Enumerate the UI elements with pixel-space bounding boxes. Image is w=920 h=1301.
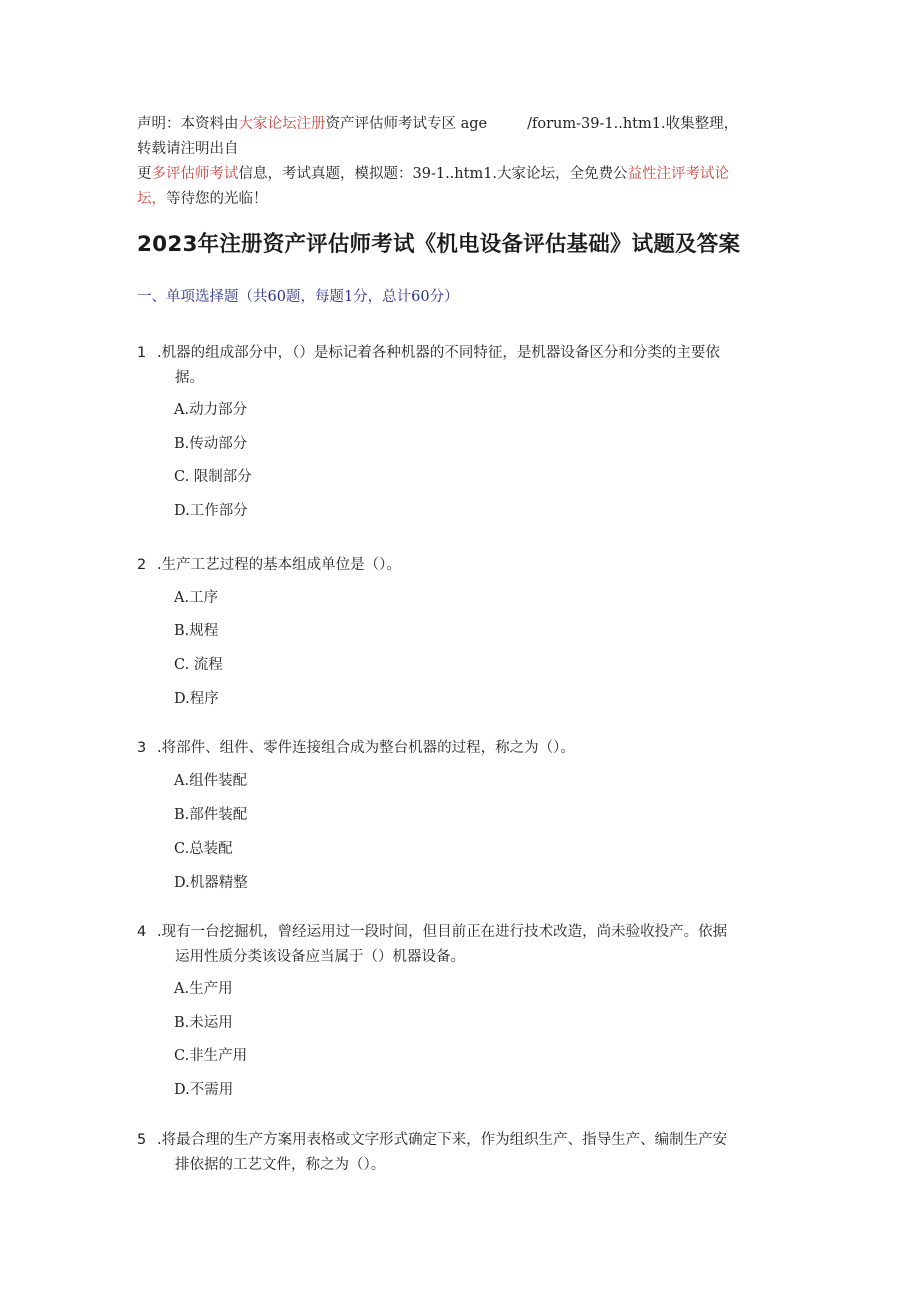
notice-text: 等待您的光临！ bbox=[166, 191, 268, 207]
question-stem bbox=[157, 553, 777, 578]
notice-text: 信息，考试真题，模拟题：39-1..htm1.大家论坛，全免费公 bbox=[238, 166, 628, 182]
question-stem-line: .将最合理的生产方案用表格或文字形式确定下来，作为组织生产、指导生产、编制生产安 bbox=[157, 1132, 728, 1148]
notice-line-4 bbox=[137, 187, 777, 212]
question-stem bbox=[157, 920, 777, 970]
option-3a[interactable]: A.组件装配 bbox=[174, 773, 248, 789]
notice-text: /forum-39-1..htm1.收集整理， bbox=[527, 116, 739, 132]
question-1 bbox=[137, 341, 777, 391]
option-3c[interactable]: C.总装配 bbox=[174, 841, 233, 857]
notice-text: 更 bbox=[137, 166, 152, 182]
question-stem-line: .将部件、组件、零件连接组合成为整台机器的过程，称之为（）。 bbox=[157, 740, 575, 756]
notice-link-forum-register[interactable]: 大家论坛注册 bbox=[238, 116, 326, 132]
source-notice bbox=[137, 112, 777, 212]
question-4 bbox=[137, 920, 777, 970]
notice-line-1 bbox=[137, 112, 777, 137]
option-3b[interactable]: B.部件装配 bbox=[174, 807, 248, 823]
notice-text: 声明：本资料由 bbox=[137, 116, 239, 132]
option-2b[interactable]: B.规程 bbox=[174, 623, 219, 639]
question-stem-line: 运用性质分类该设备应当属于（）机器设备。 bbox=[175, 949, 465, 965]
question-stem bbox=[157, 736, 777, 761]
question-number: 1 bbox=[137, 345, 147, 361]
question-number: 3 bbox=[137, 740, 147, 756]
question-stem-line: .现有一台挖掘机，曾经运用过一段时间，但目前正在进行技术改造，尚未验收投产。依据 bbox=[157, 924, 728, 940]
question-stem-line: .机器的组成部分中，（）是标记着各种机器的不同特征，是机器设备区分和分类的主要依 bbox=[157, 345, 720, 361]
section-heading: 一、单项选择题（共60题，每题1分，总计60分） bbox=[137, 289, 459, 305]
option-1d[interactable]: D.工作部分 bbox=[174, 503, 248, 519]
option-3d[interactable]: D.机器精整 bbox=[174, 875, 248, 891]
option-4a[interactable]: A.生产用 bbox=[174, 981, 233, 997]
option-4b[interactable]: B.未运用 bbox=[174, 1015, 233, 1031]
question-2 bbox=[137, 553, 777, 578]
option-4d[interactable]: D.不需用 bbox=[174, 1082, 234, 1098]
option-1b[interactable]: B.传动部分 bbox=[174, 436, 248, 452]
notice-line-3 bbox=[137, 162, 777, 187]
question-stem-line: 排依据的工艺文件，称之为（）。 bbox=[175, 1157, 386, 1173]
option-1a[interactable]: A.动力部分 bbox=[174, 402, 248, 418]
option-2d[interactable]: D.程序 bbox=[174, 691, 219, 707]
notice-link-exam-forum-cont[interactable]: 坛， bbox=[137, 191, 166, 207]
notice-link-exam-forum[interactable]: 益性注评考试论 bbox=[627, 166, 730, 182]
question-number: 2 bbox=[137, 557, 147, 573]
question-stem-line: .生产工艺过程的基本组成单位是（）。 bbox=[157, 557, 401, 573]
question-stem bbox=[157, 341, 777, 391]
notice-text: 资产评估师考试专区 age bbox=[325, 116, 488, 132]
option-1c[interactable]: C. 限制部分 bbox=[174, 469, 252, 485]
question-number: 5 bbox=[137, 1132, 147, 1148]
question-stem-line: 据。 bbox=[175, 370, 204, 386]
option-2c[interactable]: C. 流程 bbox=[174, 657, 223, 673]
notice-text: 转载请注明出自 bbox=[137, 141, 239, 157]
notice-line-2 bbox=[137, 137, 777, 162]
notice-link-exam-info[interactable]: 多评估师考试 bbox=[151, 166, 239, 182]
question-stem bbox=[157, 1128, 777, 1178]
question-number: 4 bbox=[137, 924, 147, 940]
option-4c[interactable]: C.非生产用 bbox=[174, 1048, 248, 1064]
page-title: 2023年注册资产评估师考试《机电设备评估基础》试题及答案 bbox=[137, 232, 741, 257]
question-3 bbox=[137, 736, 777, 761]
option-2a[interactable]: A.工序 bbox=[174, 590, 219, 606]
question-5 bbox=[137, 1128, 777, 1178]
